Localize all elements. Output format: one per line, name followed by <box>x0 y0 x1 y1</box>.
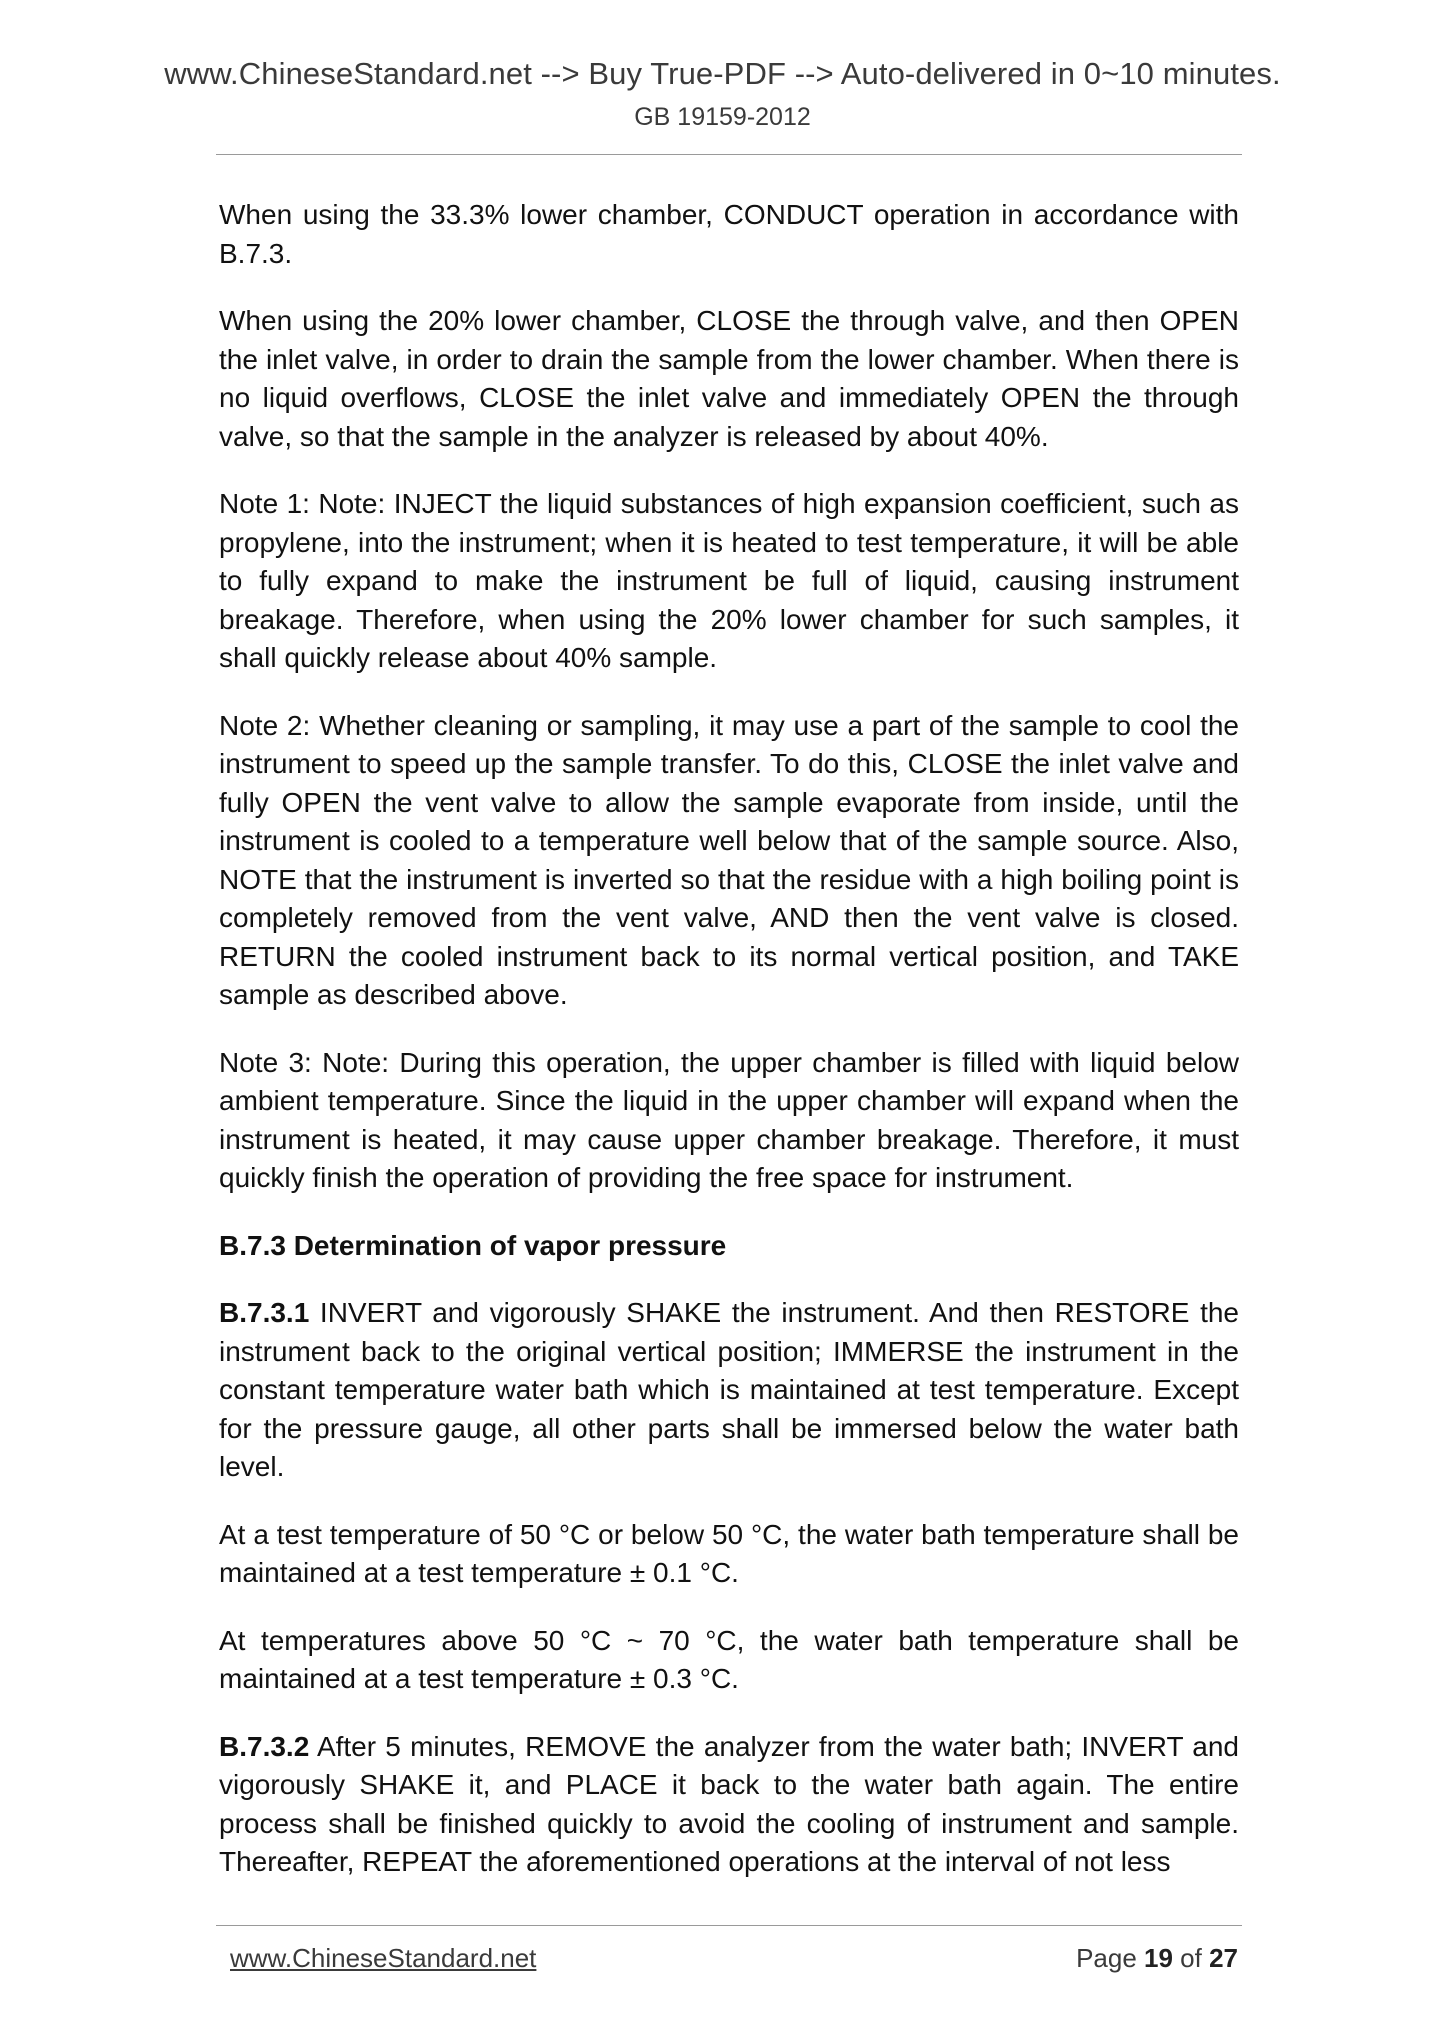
paragraph-temp-70: At temperatures above 50 °C ~ 70 °C, the water bath temperature shall be maintained at a test temperature ± 0.3 °C. <box>219 1624 1239 1694</box>
footer-website-link[interactable]: www.ChineseStandard.net <box>230 1943 537 1973</box>
footer-divider <box>216 1925 1242 1926</box>
paragraph-lower-chamber-20: When using the 20% lower chamber, CLOSE the through valve, and then OPEN the inlet valve, in order to drain the sample from the lower chamber. When there is no liquid overflows, CLOSE the inlet valve and immediately OPEN the through valve, so that the sample in the analyzer is released by about 40%. <box>219 305 1239 452</box>
header-divider <box>216 154 1242 155</box>
header-banner: www.ChineseStandard.net --> Buy True-PDF --> Auto-delivered in 0~10 minutes. <box>164 56 1281 91</box>
note-2: Note 2: Whether cleaning or sampling, it may use a part of the sample to cool the instrument to speed up the sample transfer. To do this, CLOSE the inlet valve and fully OPEN the vent valve to allow the sample evaporate from inside, until the instrument is cooled to a temperature well below that of the sample source. Also, NOTE that the instrument is inverted so that the residue with a high boiling point is completely removed from the vent valve, AND then the vent valve is closed. RETURN the cooled instrument back to its normal vertical position, and TAKE sample as described above. <box>219 709 1239 1010</box>
note-1: Note 1: Note: INJECT the liquid substances of high expansion coefficient, such as propylene, into the instrument; when it is heated to test temperature, it will be able to fully expand to make the instrument be full of liquid, causing instrument breakage. Therefore, when using the 20% lower chamber for such samples, it shall quickly release about 40% sample. <box>219 488 1239 673</box>
paragraph-temp-50: At a test temperature of 50 °C or below 50 °C, the water bath temperature shall be maintained at a test temperature ± 0.1 °C. <box>219 1518 1239 1588</box>
page-total: 27 <box>1209 1943 1238 1973</box>
standard-number: GB 19159-2012 <box>634 103 811 131</box>
page-number <box>1076 1943 1238 1974</box>
clause-b732-text: After 5 minutes, REMOVE the analyzer from the water bath; INVERT and vigorously SHAKE it, and PLACE it back to the water bath again. The entire process shall be finished quickly to avoid the cooling of instrument and sample. Thereafter, REPEAT the aforementioned operations at the interval of not less <box>219 1730 1239 1877</box>
clause-b731-text: INVERT and vigorously SHAKE the instrument. And then RESTORE the instrument back to the original vertical position; IMMERSE the instrument in the constant temperature water bath which is maintained at test temperature. Except for the pressure gauge, all other parts shall be immersed below the water bath level. <box>219 1297 1239 1482</box>
page-prefix: Page <box>1076 1943 1145 1973</box>
section-heading-b73: B.7.3 Determination of vapor pressure <box>219 1229 727 1261</box>
clause-b731 <box>219 1294 1239 1487</box>
paragraph-lower-chamber-33: When using the 33.3% lower chamber, CONDUCT operation in accordance with B.7.3. <box>219 199 1239 269</box>
clause-b732 <box>219 1728 1239 1882</box>
clause-b732-label: B.7.3.2 <box>219 1730 310 1762</box>
page-body <box>219 196 1239 1911</box>
note-3: Note 3: Note: During this operation, the upper chamber is filled with liquid below ambient temperature. Since the liquid in the upper chamber will expand when the instrument is heated, it may cause upper chamber breakage. Therefore, it must quickly finish the operation of providing the free space for instrument. <box>219 1046 1239 1193</box>
page-of: of <box>1172 1943 1210 1973</box>
clause-b731-label: B.7.3.1 <box>219 1297 310 1328</box>
page-current: 19 <box>1144 1943 1173 1973</box>
